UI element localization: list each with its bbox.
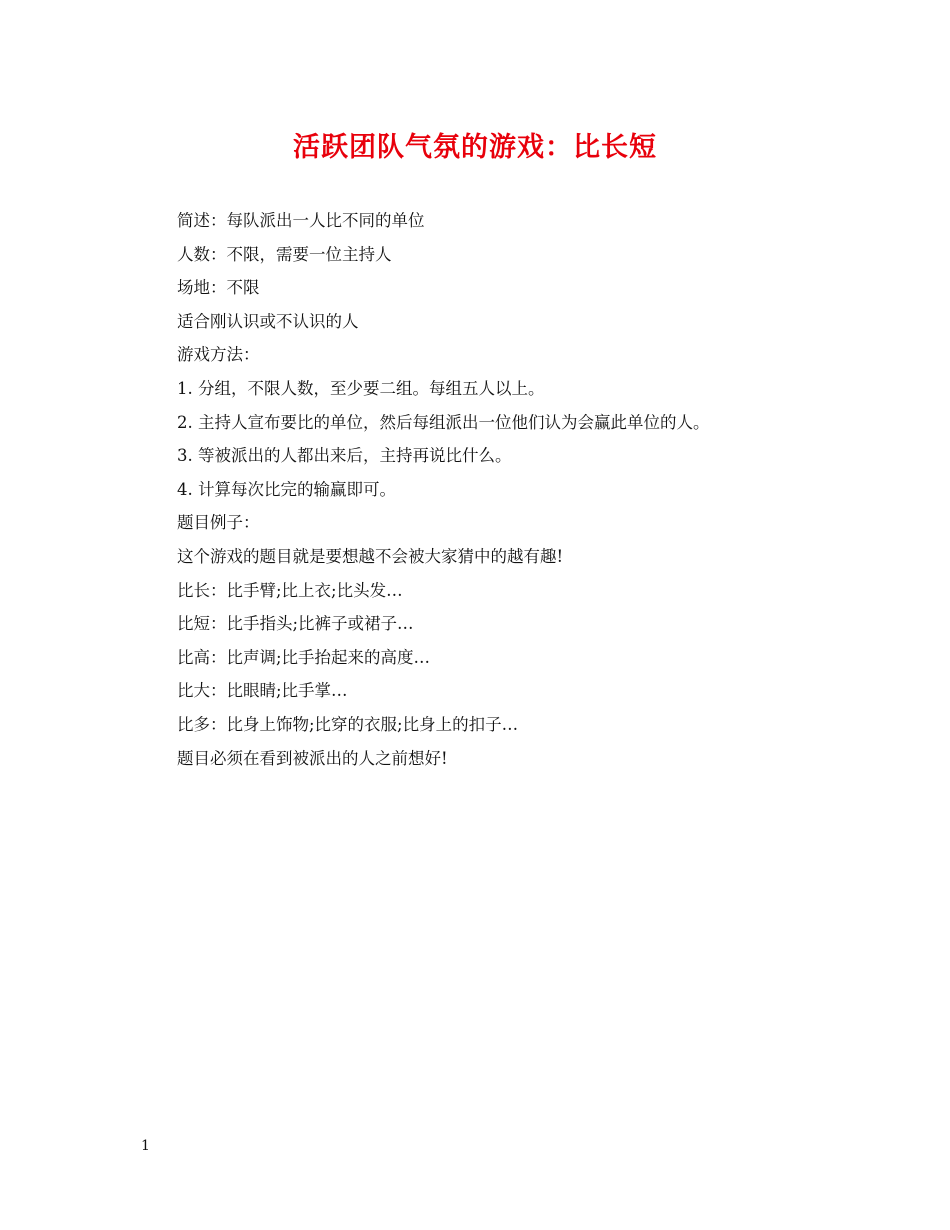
example-bigger: 比大：比眼睛;比手掌… xyxy=(177,681,348,701)
participants-line: 人数：不限，需要一位主持人 xyxy=(177,244,392,264)
example-longer: 比长：比手臂;比上衣;比头发… xyxy=(177,580,403,600)
step-4: 4. 计算每次比完的输赢即可。 xyxy=(177,479,396,499)
page-title: 活跃团队气氛的游戏：比长短 xyxy=(293,132,657,163)
example-shorter: 比短：比手指头;比裤子或裙子… xyxy=(177,614,414,634)
example-more: 比多：比身上饰物;比穿的衣服;比身上的扣子… xyxy=(177,714,519,734)
examples-heading: 题目例子： xyxy=(177,513,260,533)
summary-line: 简述：每队派出一人比不同的单位 xyxy=(177,211,425,230)
step-1: 1. 分组，不限人数，至少要二组。每组五人以上。 xyxy=(177,378,545,398)
step-3: 3. 等被派出的人都出来后，主持再说比什么。 xyxy=(177,446,512,466)
example-higher: 比高：比声调;比手抬起来的高度… xyxy=(177,647,431,667)
page-number: 1 xyxy=(141,1138,150,1154)
venue-line: 场地：不限 xyxy=(177,278,260,298)
step-2: 2. 主持人宣布要比的单位，然后每组派出一位他们认为会赢此单位的人。 xyxy=(177,412,710,432)
document-body xyxy=(177,204,877,775)
closing-note: 题目必须在看到被派出的人之前想好! xyxy=(177,748,448,768)
suitability-line: 适合刚认识或不认识的人 xyxy=(177,311,359,331)
method-heading: 游戏方法： xyxy=(177,345,260,365)
examples-intro: 这个游戏的题目就是要想越不会被大家猜中的越有趣! xyxy=(177,546,564,566)
